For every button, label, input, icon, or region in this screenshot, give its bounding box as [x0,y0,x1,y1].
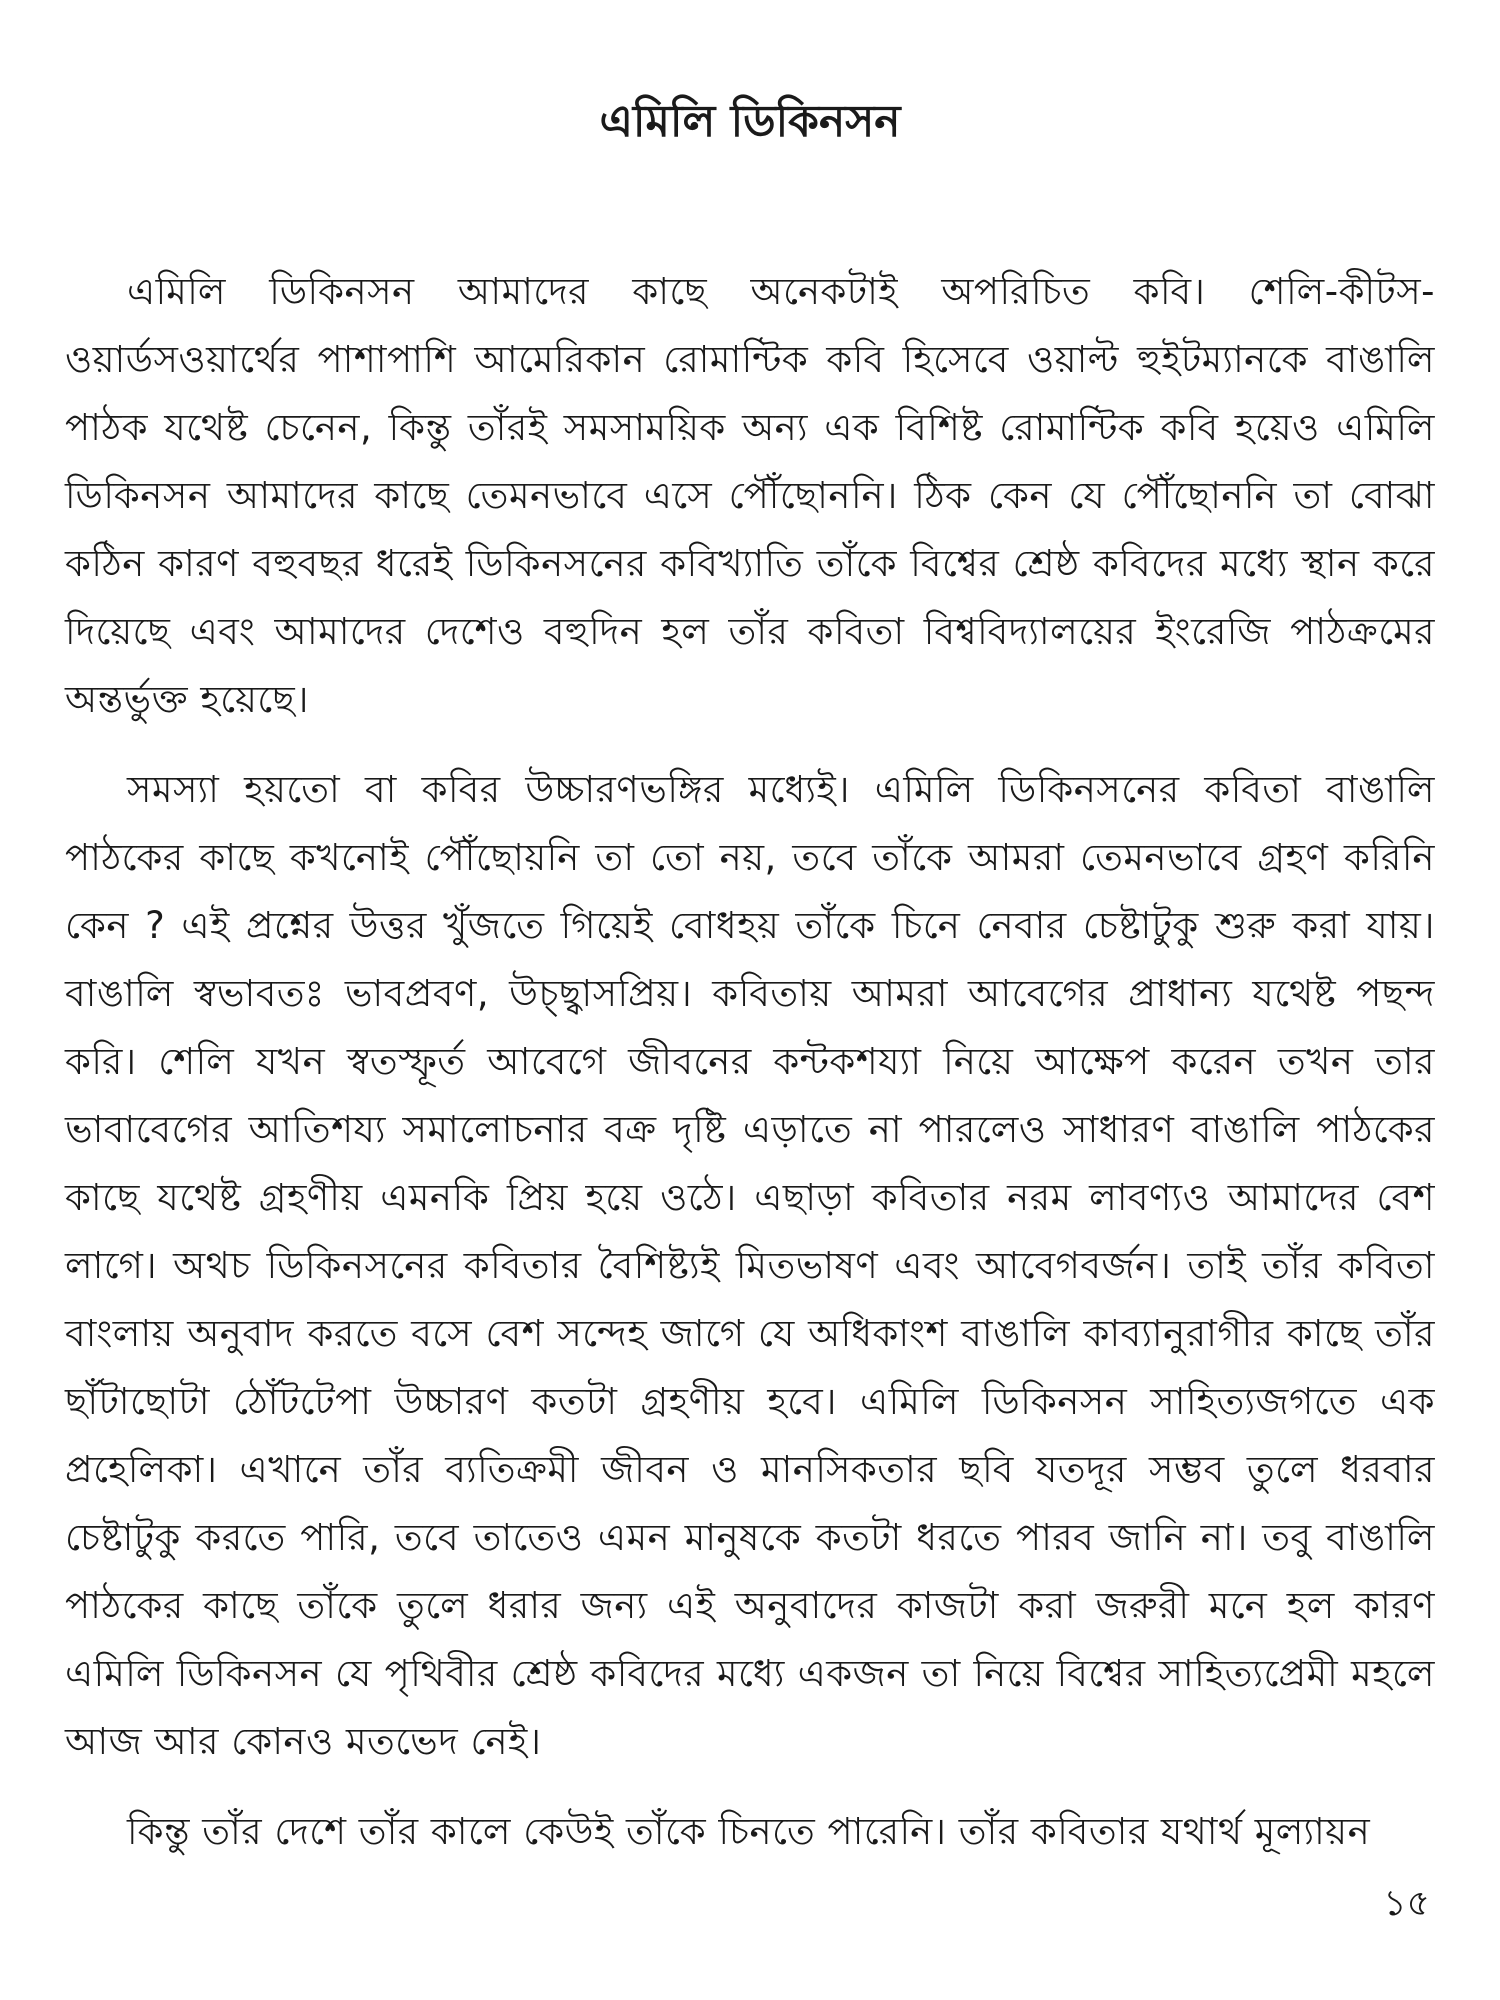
page-number: ১৫ [1383,1883,1430,1924]
body-text [65,258,1435,1866]
paragraph-3: কিন্তু তাঁর দেশে তাঁর কালে কেউই তাঁকে চিনতে পারেনি। তাঁর কবিতার যথার্থ মূল্যায়ন [127,1810,1371,1853]
page-title: এমিলি ডিকিনসন [599,96,901,147]
paragraph-1: এমিলি ডিকিনসন আমাদের কাছে অনেকটাই অপরিচিত কবি। শেলি-কীটস-ওয়ার্ডসওয়ার্থের পাশাপাশি আমেরিকান রোমান্টিক কবি হিসেবে ওয়াল্ট হুইটম্যানকে বাঙালি পাঠক যথেষ্ট চেনেন, কিন্তু তাঁরই সমসাময়িক অন্য এক বিশিষ্ট রোমান্টিক কবি হয়েও এমিলি ডিকিনসন আমাদের কাছে তেমনভাবে এসে পৌঁছোননি। ঠিক কেন যে পৌঁছোননি তা বোঝা কঠিন কারণ বহুবছর ধরেই ডিকিনসনের কবিখ্যাতি তাঁকে বিশ্বের শ্রেষ্ঠ কবিদের মধ্যে স্থান করে দিয়েছে এবং আমাদের দেশেও বহুদিন হল তাঁর কবিতা বিশ্ববিদ্যালয়ের ইংরেজি পাঠক্রমের অন্তর্ভুক্ত হয়েছে। [65,270,1435,721]
paragraph-2: সমস্যা হয়তো বা কবির উচ্চারণভঙ্গির মধ্যেই। এমিলি ডিকিনসনের কবিতা বাঙালি পাঠকের কাছে কখনোই পৌঁছোয়নি তা তো নয়, তবে তাঁকে আমরা তেমনভাবে গ্রহণ করিনি কেন ? এই প্রশ্নের উত্তর খুঁজতে গিয়েই বোধহয় তাঁকে চিনে নেবার চেষ্টাটুকু শুরু করা যায়। বাঙালি স্বভাবতঃ ভাবপ্রবণ, উচ্ছ্বাসপ্রিয়। কবিতায় আমরা আবেগের প্রাধান্য যথেষ্ট পছন্দ করি। শেলি যখন স্বতস্ফূর্ত আবেগে জীবনের কন্টকশয্যা নিয়ে আক্ষেপ করেন তখন তার ভাবাবেগের আতিশয্য সমালোচনার বক্র দৃষ্টি এড়াতে না পারলেও সাধারণ বাঙালি পাঠকের কাছে যথেষ্ট গ্রহণীয় এমনকি প্রিয় হয়ে ওঠে। এছাড়া কবিতার নরম লাবণ্যও আমাদের বেশ লাগে। অথচ ডিকিনসনের কবিতার বৈশিষ্ট্যই মিতভাষণ এবং আবেগবর্জন। তাই তাঁর কবিতা বাংলায় অনুবাদ করতে বসে বেশ সন্দেহ জাগে যে অধিকাংশ বাঙালি কাব্যানুরাগীর কাছে তাঁর ছাঁটাছোটা ঠোঁটটেপা উচ্চারণ কতটা গ্রহণীয় হবে। এমিলি ডিকিনসন সাহিত্যজগতে এক প্রহেলিকা। এখানে তাঁর ব্যতিক্রমী জীবন ও মানসিকতার ছবি যতদূর সম্ভব তুলে ধরবার চেষ্টাটুকু করতে পারি, তবে তাতেও এমন মানুষকে কতটা ধরতে পারব জানি না। তবু বাঙালি পাঠকের কাছে তাঁকে তুলে ধরার জন্য এই অনুবাদের কাজটা করা জরুরী মনে হল কারণ এমিলি ডিকিনসন যে পৃথিবীর শ্রেষ্ঠ কবিদের মধ্যে একজন তা নিয়ে বিশ্বের সাহিত্যপ্রেমী মহলে আজ আর কোনও মতভেদ নেই। [65,768,1435,1763]
